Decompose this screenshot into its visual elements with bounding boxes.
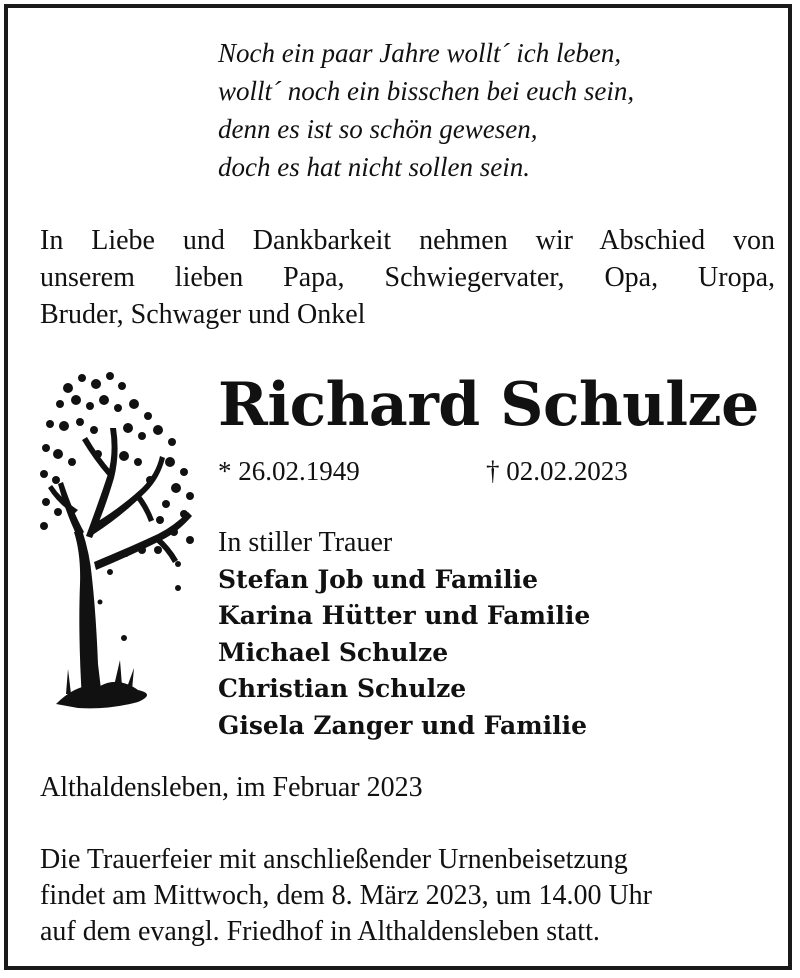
poem-line: denn es ist so schön gewesen, [218, 114, 538, 144]
mourner-name: Christian Schulze [218, 674, 467, 703]
mourners-block [218, 525, 590, 744]
intro-line: unserem lieben Papa, Schwiegervater, Opa, Uropa, [40, 262, 775, 293]
intro-text [40, 222, 775, 333]
deceased-name: Richard Schulze [218, 370, 759, 440]
poem [218, 34, 634, 186]
service-line: findet am Mittwoch, dem 8. März 2023, um 14.00 Uhr [40, 880, 653, 911]
service-line: auf dem evangl. Friedhof in Althaldensleben statt. [40, 916, 600, 947]
death-date: † 02.02.2023 [486, 456, 628, 486]
service-info [40, 842, 775, 950]
mourners-label: In stiller Trauer [218, 527, 393, 558]
intro-line: Bruder, Schwager und Onkel [40, 299, 366, 330]
mourner-name: Gisela Zanger und Familie [218, 710, 588, 740]
obituary-card [4, 4, 792, 970]
birth-date: * 26.02.1949 [218, 456, 360, 486]
service-line: Die Trauerfeier mit anschließender Urnenbeisetzung [40, 844, 628, 875]
mourner-name: Michael Schulze [218, 637, 449, 667]
tree-silhouette-icon [38, 364, 198, 716]
mourners-list [218, 562, 590, 745]
mourner-name: Karina Hütter und Familie [218, 601, 591, 630]
intro-line: In Liebe und Dankbarkeit nehmen wir Abschied von [40, 225, 775, 256]
poem-line: Noch ein paar Jahre wollt´ ich leben, [218, 38, 622, 68]
poem-line: wollt´ noch ein bisschen bei euch sein, [218, 76, 635, 106]
place-date: Althaldensleben, im Februar 2023 [40, 772, 423, 803]
life-dates [218, 453, 628, 489]
mourner-name: Stefan Job und Familie [218, 564, 538, 594]
poem-line: doch es hat nicht sollen sein. [218, 152, 530, 182]
